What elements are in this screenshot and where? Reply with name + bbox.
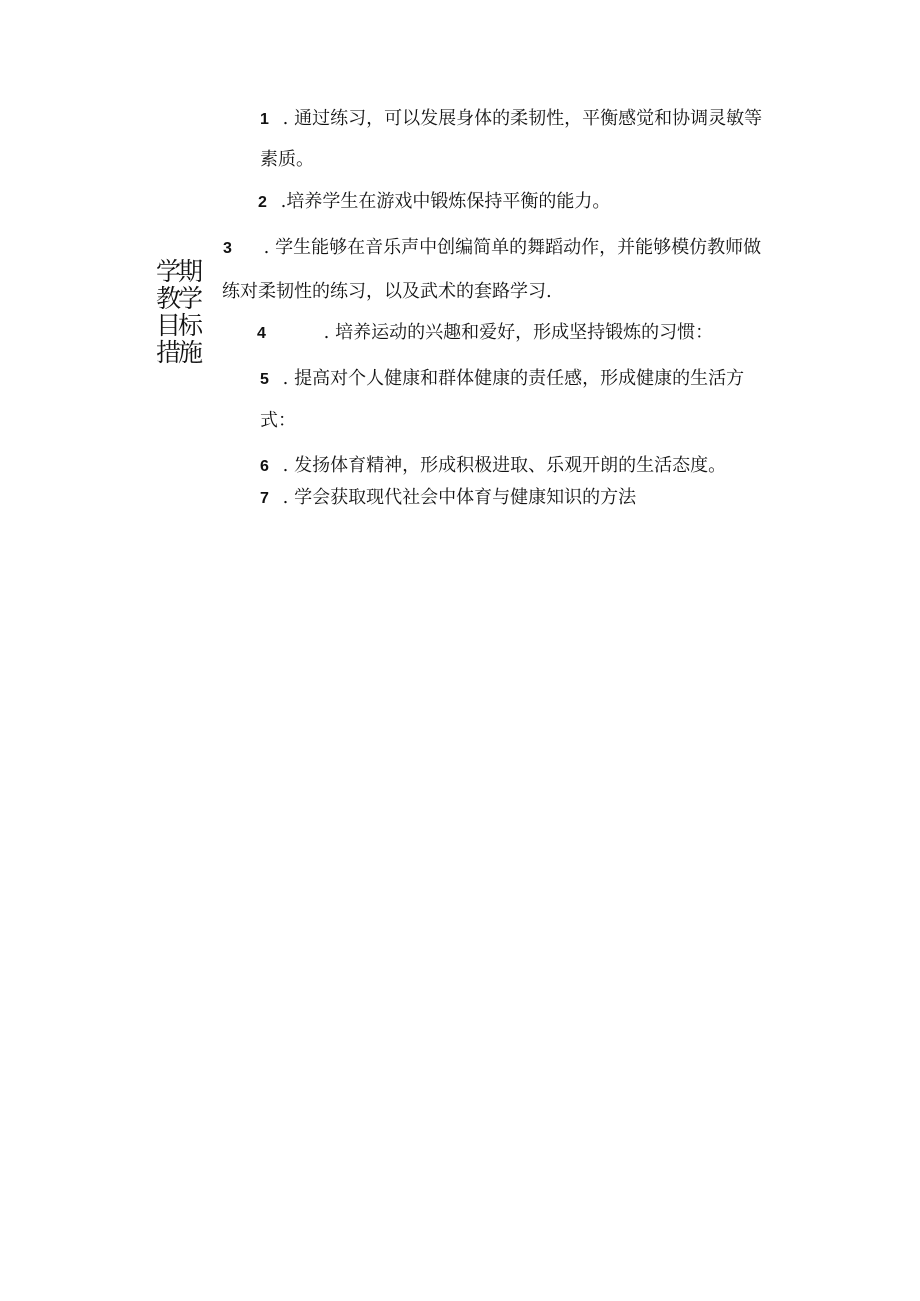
list-item	[260, 367, 744, 392]
item-text: . 培养运动的兴趣和爱好，形成坚持锻炼的习惯：	[323, 322, 714, 343]
item-continuation: 练对柔韧性的练习，以及武术的套路学习.	[222, 281, 552, 302]
item-number: 7	[260, 490, 269, 507]
list-item	[258, 190, 610, 215]
item-number: 5	[260, 371, 269, 388]
list-item	[260, 107, 762, 132]
item-number: 3	[223, 240, 232, 257]
list-item	[260, 454, 726, 479]
list-item	[223, 236, 761, 261]
section-label-line: 措施	[156, 338, 201, 367]
item-continuation: 素质。	[260, 149, 314, 170]
item-continuation: 式：	[260, 410, 296, 431]
section-label	[156, 258, 212, 366]
item-text: . 提高对个人健康和群体健康的责任感，形成健康的生活方	[282, 368, 745, 389]
list-item	[257, 321, 713, 346]
item-text: . 学会获取现代社会中体育与健康知识的方法	[282, 487, 637, 508]
item-number: 1	[260, 111, 269, 128]
item-text: . 通过练习，可以发展身体的柔韧性，平衡感觉和协调灵敏等	[282, 108, 763, 129]
section-label-line: 目标	[156, 311, 201, 340]
section-label-line: 学期	[156, 257, 201, 286]
item-text: . 发扬体育精神，形成积极进取、乐观开朗的生活态度。	[282, 455, 727, 476]
item-text: .培养学生在游戏中锻炼保持平衡的能力。	[280, 191, 611, 212]
item-text: . 学生能够在音乐声中创编简单的舞蹈动作，并能够模仿教师做	[263, 237, 762, 258]
item-number: 4	[257, 325, 266, 342]
item-number: 2	[258, 194, 267, 211]
list-item	[260, 486, 636, 511]
item-number: 6	[260, 458, 269, 475]
section-label-line: 教学	[156, 284, 201, 313]
